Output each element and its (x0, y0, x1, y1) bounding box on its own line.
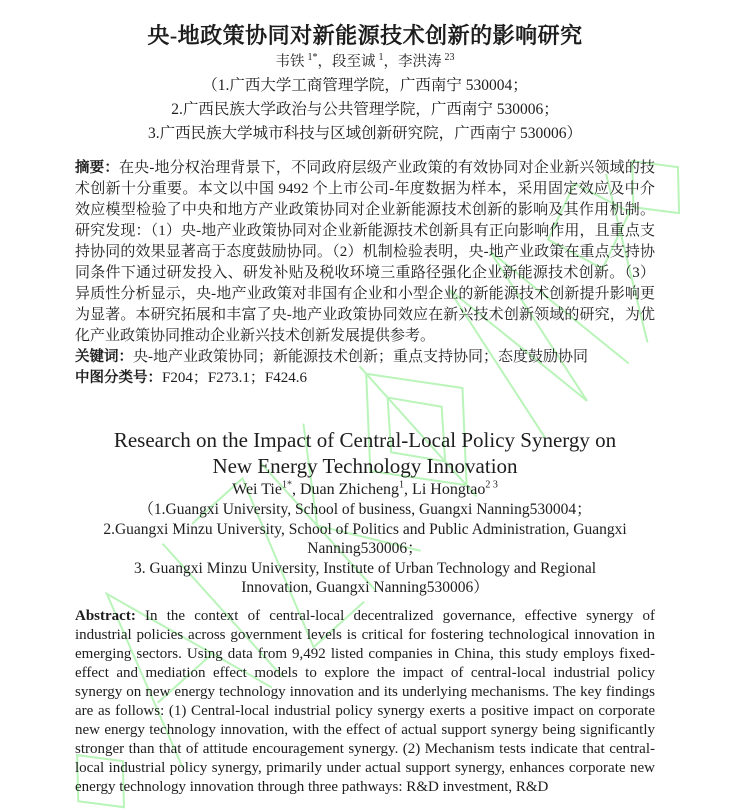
author-superscript: 1* (307, 52, 318, 64)
zh-affiliation-line: 2.广西民族大学政治与公共管理学院，广西南宁 530006； (171, 101, 559, 118)
zh-author-line (75, 52, 655, 72)
zh-abstract-label: 摘要： (75, 160, 120, 176)
author-separator: , (404, 481, 413, 498)
author-name: Duan Zhicheng (299, 481, 400, 498)
author-name: 李洪涛 (398, 54, 442, 70)
zh-affiliation-line: 3.广西民族大学城市科技与区域创新研究院，广西南宁 530006） (147, 125, 582, 142)
en-title-line: New Energy Technology Innovation (212, 454, 518, 478)
en-abstract-text: In the context of central-local decentralized governance, effective synergy of industrial policies across government levels is critical for fostering technological innovation in emerging sectors. Using data from 9,492 listed companies in China, this study employs fixed-effect and mediation effect models to explore the impact of central-local industrial policy synergy on new energy technology innovation and its underlying mechanisms. The key findings are as follows: (1) Central-local industrial policy synergy exerts a positive impact on corporate new energy technology innovation, with the effect of actual support synergy being significantly stronger than that of attitude encouragement synergy. (2) Mechanism tests indicate that central-local industrial policy synergy, primarily under actual support synergy, enhances corporate new energy technology innovation through three pathways: R&D investment, R&D (75, 607, 655, 795)
author-separator: , (291, 481, 300, 498)
author-separator: ， (317, 54, 332, 70)
en-title (75, 427, 655, 479)
en-affiliations (75, 500, 655, 598)
en-affiliation-line: 3. Guangxi Minzu University, Institute of Urban Technology and Regional (133, 559, 597, 577)
en-abstract (75, 607, 655, 797)
zh-keywords-label: 关键词： (75, 349, 133, 365)
zh-abstract-text: 在央-地分权治理背景下，不同政府层级产业政策的有效协同对企业新兴领域的技术创新十分重要。本文以中国 9492 个上市公司-年度数据为样本，采用固定效应及中介效应模型检验了中央和地方产业政策协同对企业新能源技术创新的影响及其作用机制。研究发现：（1）央-地产业政策协同对企业新能源技术创新具有正向影响作用，且重点支持协同的效果显著高于态度鼓励协同。（2）机制检验表明，央-地产业政策在重点支持协同条件下通过研发投入、研发补贴及税收环境三重路径强化企业新能源技术创新。（3）异质性分析显示，央-地产业政策对非国有企业和小型企业的新能源技术创新提升影响更为显著。本研究拓展和丰富了央-地产业政策协同效应在新兴技术创新领域的研究，为优化产业政策协同推动企业新兴技术创新发展提供参考。 (75, 160, 656, 344)
zh-title: 央-地政策协同对新能源技术创新的影响研究 (147, 23, 583, 48)
author-separator: ， (383, 54, 398, 70)
en-abstract-label: Abstract: (75, 607, 136, 624)
zh-affiliations (75, 74, 655, 146)
en-affiliation-line: 2.Guangxi Minzu University, School of Politics and Public Administration, Guangxi (103, 520, 627, 538)
en-affiliation-line: Innovation, Guangxi Nanning530006） (241, 579, 489, 596)
zh-clc (75, 368, 655, 389)
zh-clc-label: 中图分类号： (75, 370, 162, 386)
author-name: 韦铁 (275, 54, 305, 70)
author-superscript: 1* (281, 479, 292, 491)
author-name: 段至诚 (332, 54, 376, 70)
author-name: Wei Tie (232, 481, 282, 498)
author-superscript: 23 (444, 52, 455, 64)
author-name: Li Hongtao (412, 481, 486, 498)
en-author-line (75, 480, 655, 500)
en-section (75, 427, 655, 797)
zh-keywords-text: 央-地产业政策协同；新能源技术创新；重点支持协同；态度鼓励协同 (133, 349, 588, 365)
en-title-line: Research on the Impact of Central-Local Policy Synergy on (113, 428, 617, 452)
en-affiliation-line: Nanning530006； (307, 540, 423, 557)
zh-affiliation-line: （1.广西大学工商管理学院，广西南宁 530004； (202, 77, 528, 94)
author-superscript: 1 (399, 479, 405, 491)
author-superscript: 1 (378, 52, 384, 64)
en-affiliation-line: （1.Guangxi University, School of business, Guangxi Nanning530004； (138, 501, 592, 518)
author-superscript: 2 3 (485, 479, 498, 491)
zh-abstract (75, 158, 655, 347)
zh-clc-text: F204；F273.1；F424.6 (162, 370, 308, 386)
zh-keywords (75, 347, 655, 368)
